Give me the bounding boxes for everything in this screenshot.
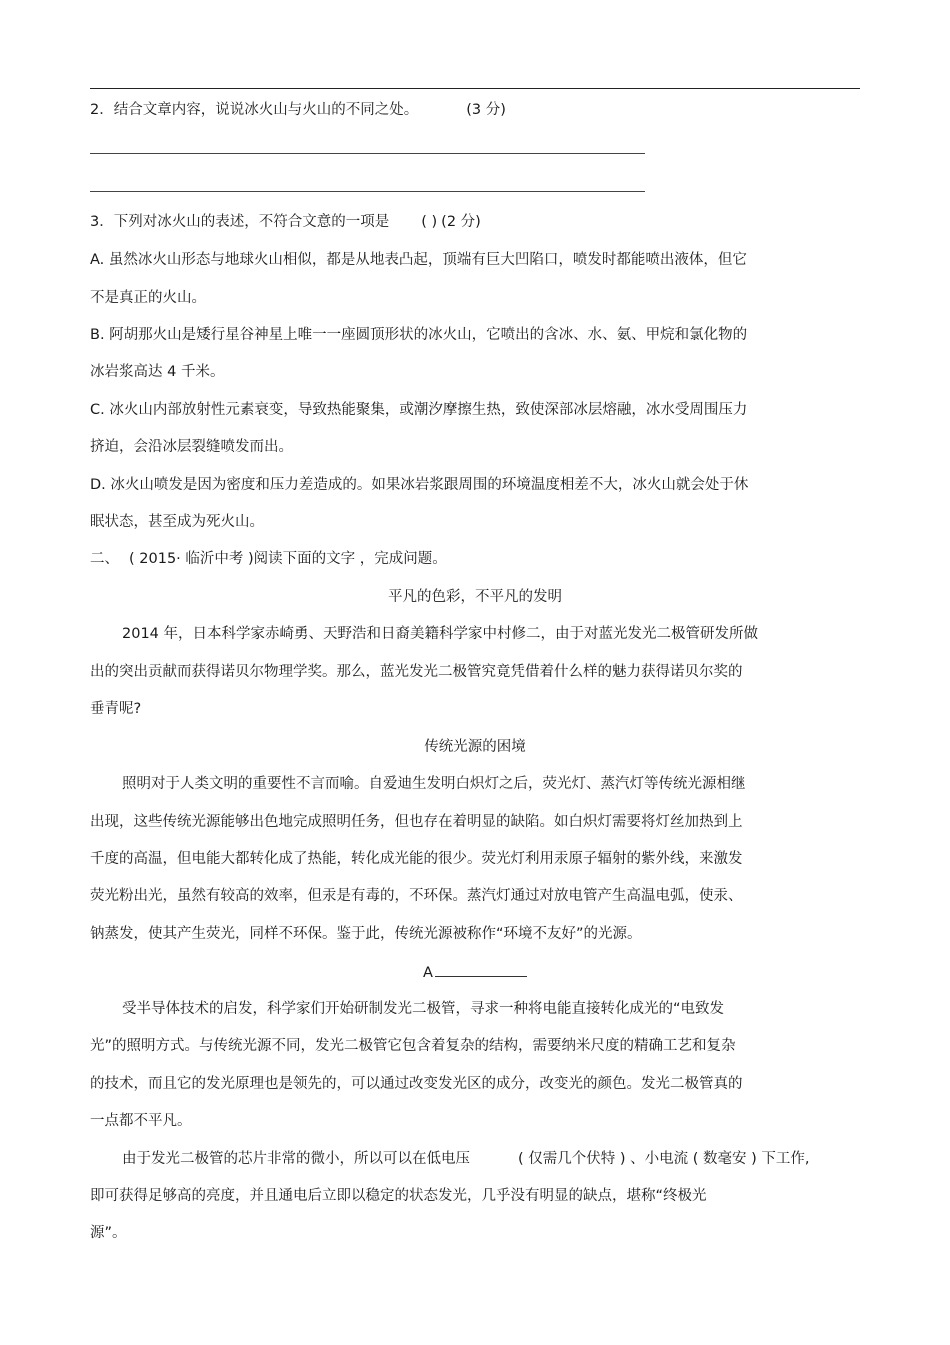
subtitle-a-blank	[0, 961, 950, 983]
option-b-line-2: 冰岩浆高达 4 千米。	[90, 364, 225, 380]
option-c-line-2: 挤迫，会沿冰层裂缝喷发而出。	[90, 439, 293, 455]
question-3	[90, 212, 481, 232]
question-3-paren: ( )	[421, 214, 438, 230]
para1-line-3: 千度的高温，但电能大都转化成了热能，转化成光能的很少。荧光灯利用汞原子辐射的紫外线，来激发	[90, 851, 743, 867]
intro-line-1: 2014 年，日本科学家赤崎勇、天野浩和日裔美籍科学家中村修二，由于对蓝光发光二极管研发所做	[122, 626, 759, 642]
subtitle-a-blank-line	[435, 961, 527, 977]
option-d-line-1: D. 冰火山喷发是因为密度和压力差造成的。如果冰岩浆跟周围的环境温度相差不大，冰火山就会处于休	[90, 477, 749, 493]
intro-line-3: 垂青呢?	[90, 701, 142, 717]
option-c-line-1: C. 冰火山内部放射性元素衰变，导致热能聚集，或潮汐摩擦生热，致使深部冰层熔融，冰水受周围压力	[90, 402, 748, 418]
para1-line-5: 钠蒸发，使其产生荧光，同样不环保。鉴于此，传统光源被称作“环境不友好”的光源。	[90, 926, 642, 942]
para3-line-1	[122, 1149, 810, 1169]
section-2-instruction: 阅读下面的文字 ，完成问题。	[253, 551, 447, 567]
para2-line-1: 受半导体技术的启发，科学家们开始研制发光二极管，寻求一种将电能直接转化成光的“电致发	[122, 1001, 725, 1017]
question-3-stem: 3．下列对冰火山的表述，不符合文意的一项是	[90, 214, 390, 230]
option-a-line-1: A. 虽然冰火山形态与地球火山相似，都是从地表凸起，顶端有巨大凹陷口，喷发时都能喷出液体，但它	[90, 252, 747, 268]
top-rule	[90, 88, 860, 89]
para3-line-2: 即可获得足够高的亮度，并且通电后立即以稳定的状态发光，几乎没有明显的缺点，堪称“终极光	[90, 1188, 707, 1204]
option-b-line-1: B. 阿胡那火山是矮行星谷神星上唯一一座圆顶形状的冰火山，它喷出的含冰、水、氨、甲烷和氯化物的	[90, 327, 748, 343]
answer-line-2	[90, 191, 645, 192]
para1-line-1: 照明对于人类文明的重要性不言而喻。自爱迪生发明白炽灯之后，荧光灯、蒸汽灯等传统光源相继	[122, 776, 746, 792]
section-2-label: 二、	[90, 551, 119, 567]
section-2-source: ( 2015· 临沂中考 )	[129, 551, 254, 567]
question-2	[90, 100, 506, 120]
para2-line-3: 的技术，而且它的发光原理也是领先的，可以通过改变发光区的成分，改变光的颜色。发光二极管真的	[90, 1076, 743, 1092]
para2-line-2: 光”的照明方式。与传统光源不同，发光二极管它包含着复杂的结构，需要纳米尺度的精确工艺和复杂	[90, 1038, 736, 1054]
option-d-line-2: 眠状态，甚至成为死火山。	[90, 514, 264, 530]
para2-line-4: 一点都不平凡。	[90, 1113, 192, 1129]
para1-line-2: 出现，这些传统光源能够出色地完成照明任务，但也存在着明显的缺陷。如白炽灯需要将灯丝加热到上	[90, 814, 743, 830]
option-a-line-2: 不是真正的火山。	[90, 290, 206, 306]
subtitle-traditional-light: 传统光源的困境	[424, 739, 526, 755]
subtitle-a-label: A	[423, 965, 433, 981]
para1-line-4: 荧光粉出光，虽然有较高的效率，但汞是有毒的，不环保。蒸汽灯通过对放电管产生高温电弧，使汞、	[90, 888, 743, 904]
section-2-heading	[90, 549, 447, 569]
answer-line-1	[90, 153, 645, 154]
para3-line-3: 源”。	[90, 1225, 127, 1241]
para3-line-1-a: 由于发光二极管的芯片非常的微小，所以可以在低电压	[122, 1151, 470, 1167]
article-title: 平凡的色彩，不平凡的发明	[388, 589, 562, 605]
question-2-score: (3 分)	[466, 102, 506, 118]
question-2-text: 2．结合文章内容，说说冰火山与火山的不同之处。	[90, 102, 419, 118]
intro-line-2: 出的突出贡献而获得诺贝尔物理学奖。那么，蓝光发光二极管究竟凭借着什么样的魅力获得诺贝尔奖的	[90, 664, 743, 680]
question-3-score: (2 分)	[441, 214, 481, 230]
para3-line-1-b: ( 仅需几个伏特 ) 、小电流 ( 数毫安 ) 下工作,	[518, 1151, 810, 1167]
